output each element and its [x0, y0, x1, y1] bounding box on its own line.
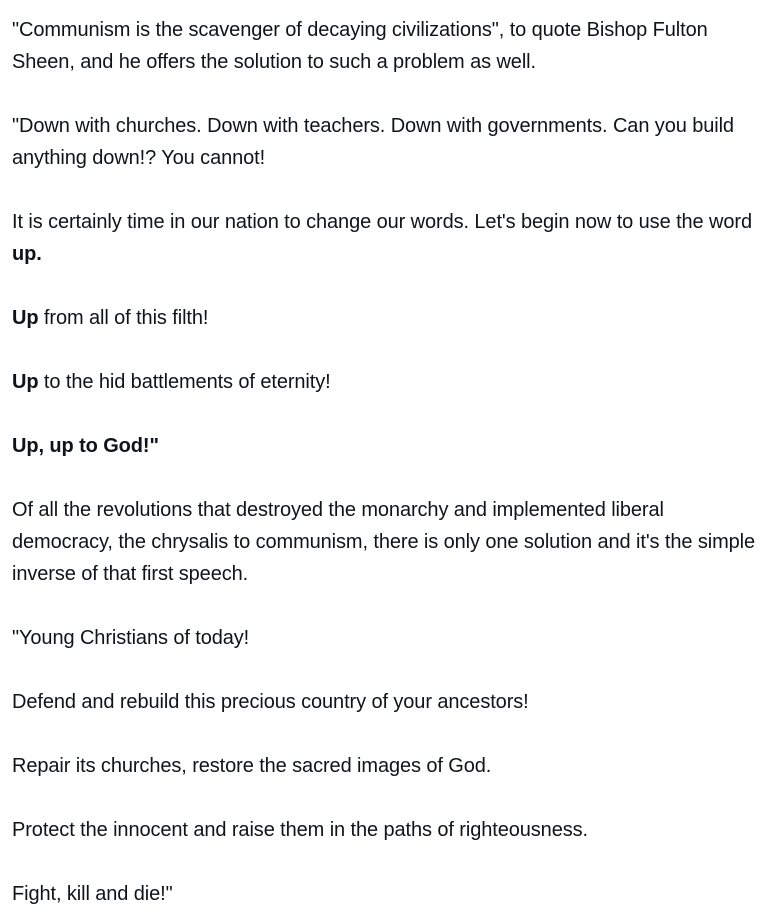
- text-segment: Fight, kill and die!": [12, 883, 173, 905]
- paragraph: [12, 110, 766, 174]
- paragraph: [12, 494, 766, 590]
- text-segment-bold: up.: [12, 243, 42, 265]
- paragraph: [12, 814, 766, 846]
- text-segment: "Communism is the scavenger of decaying civilizations", to quote Bishop Fulton Sheen, and he offers the solution to such a problem as well.: [12, 19, 708, 73]
- paragraph: [12, 302, 766, 334]
- paragraph: [12, 750, 766, 782]
- text-segment: to the hid battlements of eternity!: [38, 371, 331, 393]
- paragraph: [12, 206, 766, 270]
- paragraph: [12, 878, 766, 910]
- text-segment: Protect the innocent and raise them in the paths of righteousness.: [12, 819, 588, 841]
- paragraph: [12, 14, 766, 78]
- paragraph: [12, 366, 766, 398]
- text-segment-bold: Up: [12, 371, 39, 393]
- text-segment: from all of this filth!: [38, 307, 209, 329]
- text-segment-bold: Up, up to God!": [12, 435, 159, 457]
- text-segment: "Young Christians of today!: [12, 627, 250, 649]
- paragraph: [12, 622, 766, 654]
- text-segment: Defend and rebuild this precious country of your ancestors!: [12, 691, 529, 713]
- text-segment: Repair its churches, restore the sacred images of God.: [12, 755, 492, 777]
- text-segment: It is certainly time in our nation to change our words. Let's begin now to use the word: [12, 211, 752, 233]
- paragraph: [12, 430, 766, 462]
- text-segment: Of all the revolutions that destroyed the monarchy and implemented liberal democracy, the chrysalis to communism, there is only one solution and it's the simple inverse of that first speech.: [12, 499, 756, 585]
- paragraph: [12, 686, 766, 718]
- text-segment: "Down with churches. Down with teachers. Down with governments. Can you build anything down!? You cannot!: [12, 115, 734, 169]
- text-segment-bold: Up: [12, 307, 39, 329]
